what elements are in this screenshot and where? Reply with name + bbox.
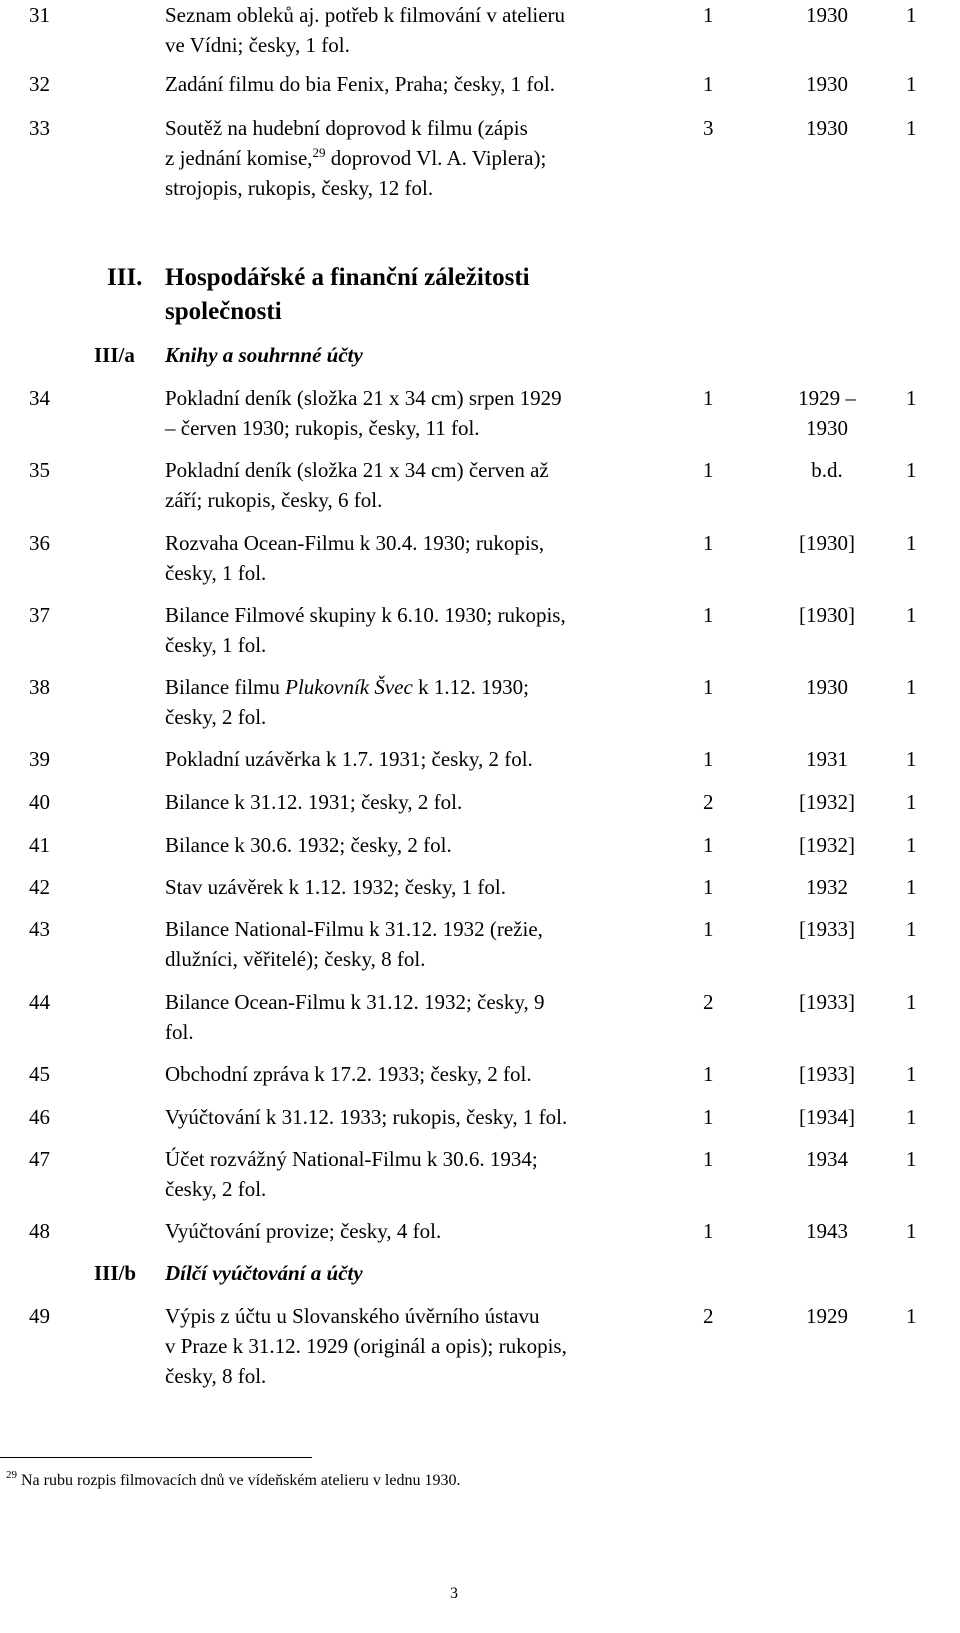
item-number: 39: [29, 747, 50, 771]
item-count: 1: [703, 1147, 714, 1171]
subsection-number: III/a: [94, 343, 135, 367]
item-year: 1934: [806, 1147, 848, 1171]
item-description: Bilance k 30.6. 1932; česky, 2 fol.: [165, 833, 452, 857]
item-box: 1: [906, 386, 917, 410]
item-count: 1: [703, 386, 714, 410]
item-year: [1932]: [799, 833, 855, 857]
footnote-mark: 29: [6, 1469, 17, 1481]
item-year: 1930: [806, 675, 848, 699]
item-year: 1929 – 1930: [798, 386, 856, 440]
item-description: Pokladní deník (složka 21 x 34 cm) červen až září; rukopis, česky, 6 fol.: [165, 458, 549, 512]
section-title: Hospodářské a finanční záležitosti společnosti: [165, 264, 530, 325]
item-count: 2: [703, 990, 714, 1014]
item-box: 1: [906, 1147, 917, 1171]
item-year: 1930: [806, 116, 848, 140]
item-number: 46: [29, 1105, 50, 1129]
item-description: Bilance filmu Plukovník Švec k 1.12. 1930; česky, 2 fol.: [165, 675, 529, 729]
item-count: 1: [703, 675, 714, 699]
subsection-number: III/b: [94, 1261, 137, 1285]
item-box: 1: [906, 116, 917, 140]
item-number: 45: [29, 1062, 50, 1086]
item-count: 1: [703, 747, 714, 771]
subsection-title: Knihy a souhrnné účty: [165, 343, 363, 367]
item-count: 1: [703, 531, 714, 555]
item-year: [1932]: [799, 790, 855, 814]
item-box: 1: [906, 531, 917, 555]
item-count: 1: [703, 458, 714, 482]
item-number: 33: [29, 116, 50, 140]
item-count: 1: [703, 917, 714, 941]
item-year: [1930]: [799, 603, 855, 627]
footnote-reference: 29: [312, 145, 326, 160]
item-number: 40: [29, 790, 50, 814]
item-number: 37: [29, 603, 50, 627]
item-description: Pokladní deník (složka 21 x 34 cm) srpen 1929 – červen 1930; rukopis, česky, 11 fol.: [165, 386, 562, 440]
item-year: b.d.: [811, 458, 843, 482]
item-box: 1: [906, 1105, 917, 1129]
item-number: 44: [29, 990, 50, 1014]
item-count: 1: [703, 833, 714, 857]
item-description: Zadání filmu do bia Fenix, Praha; česky, 1 fol.: [165, 72, 555, 96]
item-description: Vyúčtování k 31.12. 1933; rukopis, česky, 1 fol.: [165, 1105, 568, 1129]
item-box: 1: [906, 1062, 917, 1086]
item-box: 1: [906, 875, 917, 899]
item-number: 41: [29, 833, 50, 857]
item-count: 2: [703, 790, 714, 814]
item-box: 1: [906, 1304, 917, 1328]
item-year: [1933]: [799, 990, 855, 1014]
item-year: 1932: [806, 875, 848, 899]
item-description: Bilance Ocean-Filmu k 31.12. 1932; česky, 9 fol.: [165, 990, 545, 1044]
item-description: Bilance k 31.12. 1931; česky, 2 fol.: [165, 790, 463, 814]
item-year: [1934]: [799, 1105, 855, 1129]
item-description: Soutěž na hudební doprovod k filmu (zápis z jednání komise,$^{29}$ doprovod Vl. A. Viplera); strojopis, rukopis, česky, 12 fol.: [165, 116, 547, 200]
item-box: 1: [906, 458, 917, 482]
item-year: 1930: [806, 72, 848, 96]
item-count: 2: [703, 1304, 714, 1328]
item-count: 1: [703, 875, 714, 899]
item-count: 1: [703, 603, 714, 627]
film-title: Plukovník Švec: [285, 675, 413, 699]
item-number: 49: [29, 1304, 50, 1328]
item-number: 35: [29, 458, 50, 482]
item-count: 1: [703, 3, 714, 27]
item-box: 1: [906, 790, 917, 814]
item-number: 34: [29, 386, 50, 410]
item-box: 1: [906, 833, 917, 857]
item-year: [1930]: [799, 531, 855, 555]
item-count: 1: [703, 1219, 714, 1243]
item-year: 1930: [806, 3, 848, 27]
item-box: 1: [906, 603, 917, 627]
page-number: 3: [450, 1585, 458, 1602]
item-count: 1: [703, 1062, 714, 1086]
item-count: 3: [703, 116, 714, 140]
item-description: Výpis z účtu u Slovanského úvěrního ústavu v Praze k 31.12. 1929 (originál a opis); rukopis, česky, 8 fol.: [165, 1304, 567, 1388]
item-year: 1929: [806, 1304, 848, 1328]
footnote: [6, 1470, 460, 1492]
subsection-title: Dílčí vyúčtování a účty: [165, 1261, 363, 1285]
item-description: Účet rozvážný National-Filmu k 30.6. 1934; česky, 2 fol.: [165, 1147, 538, 1201]
item-box: 1: [906, 990, 917, 1014]
item-year: [1933]: [799, 917, 855, 941]
item-description: Pokladní uzávěrka k 1.7. 1931; česky, 2 fol.: [165, 747, 533, 771]
section-number: III.: [107, 264, 143, 291]
item-number: 31: [29, 3, 50, 27]
item-description: Bilance Filmové skupiny k 6.10. 1930; rukopis, česky, 1 fol.: [165, 603, 566, 657]
item-box: 1: [906, 3, 917, 27]
item-number: 42: [29, 875, 50, 899]
item-box: 1: [906, 747, 917, 771]
item-number: 38: [29, 675, 50, 699]
item-year: [1933]: [799, 1062, 855, 1086]
item-box: 1: [906, 675, 917, 699]
item-description: Bilance National-Filmu k 31.12. 1932 (režie, dlužníci, věřitelé); česky, 8 fol.: [165, 917, 543, 971]
item-number: 36: [29, 531, 50, 555]
item-description: Seznam obleků aj. potřeb k filmování v atelieru ve Vídni; česky, 1 fol.: [165, 3, 566, 57]
item-description: Stav uzávěrek k 1.12. 1932; česky, 1 fol.: [165, 875, 506, 899]
item-count: 1: [703, 1105, 714, 1129]
footnote-separator: [0, 1457, 312, 1458]
item-description: Vyúčtování provize; česky, 4 fol.: [165, 1219, 442, 1243]
item-number: 48: [29, 1219, 50, 1243]
item-number: 47: [29, 1147, 50, 1171]
item-number: 43: [29, 917, 50, 941]
item-number: 32: [29, 72, 50, 96]
item-box: 1: [906, 72, 917, 96]
item-description: Obchodní zpráva k 17.2. 1933; česky, 2 fol.: [165, 1062, 532, 1086]
item-box: 1: [906, 1219, 917, 1243]
footnote-text: Na rubu rozpis filmovacích dnů ve vídeňském atelieru v lednu 1930.: [21, 1472, 461, 1489]
item-year: 1943: [806, 1219, 848, 1243]
item-box: 1: [906, 917, 917, 941]
item-count: 1: [703, 72, 714, 96]
item-description: Rozvaha Ocean-Filmu k 30.4. 1930; rukopis, česky, 1 fol.: [165, 531, 545, 585]
item-year: 1931: [806, 747, 848, 771]
